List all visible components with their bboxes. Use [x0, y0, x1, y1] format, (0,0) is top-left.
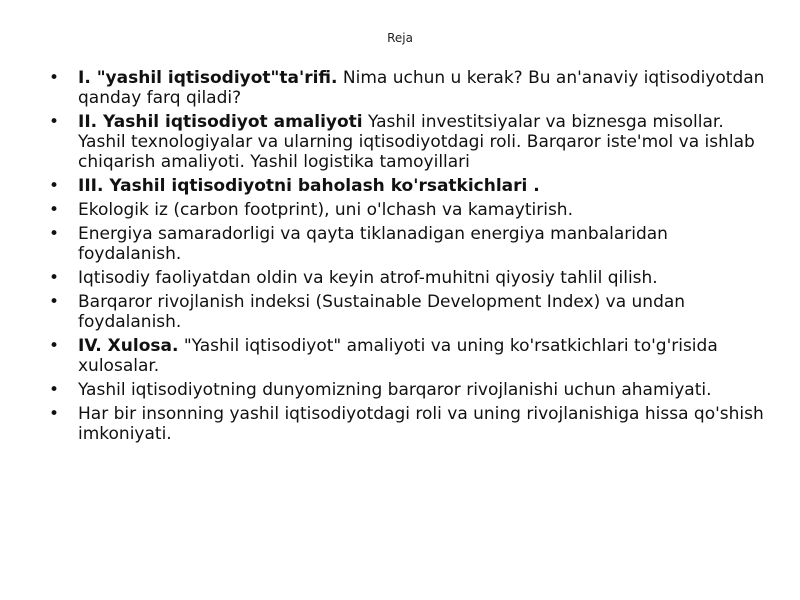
bullet-icon: • — [48, 292, 60, 312]
agenda-item-text — [78, 200, 573, 220]
agenda-item-body: Har bir insonning yashil iqtisodiyotdagi roli va uning rivojlanishiga hissa qo'shish imkoniyati. — [78, 404, 764, 444]
agenda-item — [40, 68, 765, 108]
agenda-item-text — [78, 292, 685, 332]
agenda-list — [40, 68, 765, 448]
agenda-item-heading: I. "yashil iqtisodiyot"ta'rifi. — [78, 68, 338, 88]
agenda-item-text — [78, 224, 668, 264]
agenda-item — [40, 268, 765, 288]
agenda-item-body: Ekologik iz (carbon footprint), uni o'lchash va kamaytirish. — [78, 200, 573, 220]
agenda-item-text — [78, 68, 764, 108]
bullet-icon: • — [48, 176, 60, 196]
agenda-item — [40, 292, 765, 332]
agenda-item-body: Iqtisodiy faoliyatdan oldin va keyin atrof-muhitni qiyosiy tahlil qilish. — [78, 268, 658, 288]
agenda-item-heading: II. Yashil iqtisodiyot amaliyoti — [78, 112, 363, 132]
agenda-item-text — [78, 268, 658, 288]
agenda-item-body: Energiya samaradorligi va qayta tiklanadigan energiya manbalaridan foydalanish. — [78, 224, 668, 264]
agenda-item-text — [78, 112, 755, 172]
agenda-item-heading: IV. Xulosa. — [78, 336, 179, 356]
bullet-icon: • — [48, 268, 60, 288]
agenda-item — [40, 224, 765, 264]
agenda-item-text — [78, 380, 712, 400]
bullet-icon: • — [48, 224, 60, 244]
agenda-item-body: "Yashil iqtisodiyot" amaliyoti va uning ko'rsatkichlari to'g'risida xulosalar. — [78, 336, 718, 376]
agenda-item-body: Barqaror rivojlanish indeksi (Sustainable Development Index) va undan foydalanish. — [78, 292, 686, 332]
agenda-item — [40, 404, 765, 444]
bullet-icon: • — [48, 336, 60, 356]
bullet-icon: • — [48, 112, 60, 132]
bullet-icon: • — [48, 404, 60, 424]
bullet-icon: • — [48, 200, 60, 220]
agenda-item — [40, 336, 765, 376]
agenda-item-body: Yashil iqtisodiyotning dunyomizning barqaror rivojlanishi uchun ahamiyati. — [78, 380, 712, 400]
agenda-item — [40, 200, 765, 220]
agenda-item — [40, 176, 765, 196]
agenda-item-text — [78, 404, 764, 444]
agenda-item-body: Yashil investitsiyalar va biznesga misollar. Yashil texnologiyalar va ularning iqtisodiyotdagi roli. Barqaror iste'mol va ishlab chiqarish amaliyoti. Yashil logistika tamoyillari — [78, 112, 755, 172]
agenda-item-text — [78, 336, 718, 376]
bullet-icon: • — [48, 380, 60, 400]
agenda-item-body: Nima uchun u kerak? Bu an'anaviy iqtisodiyotdan qanday farq qiladi? — [78, 68, 765, 108]
agenda-item-text — [78, 176, 540, 196]
agenda-item — [40, 112, 765, 172]
agenda-item-heading: III. Yashil iqtisodiyotni baholash ko'rsatkichlari . — [78, 176, 540, 196]
slide-title: Reja — [387, 31, 413, 45]
agenda-item — [40, 380, 765, 400]
bullet-icon: • — [48, 68, 60, 88]
